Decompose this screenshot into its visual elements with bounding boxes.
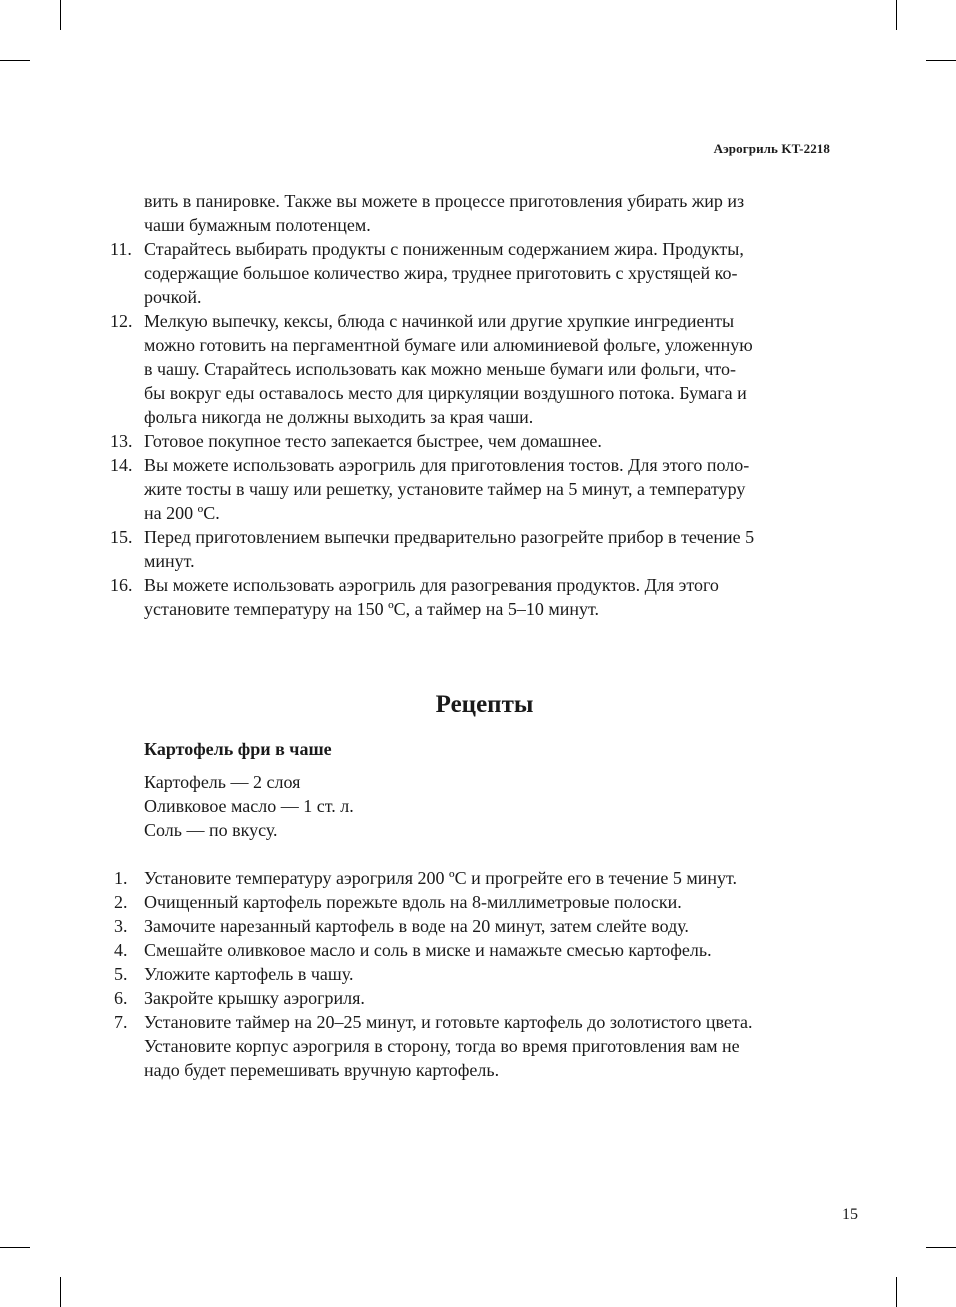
ingredient-item: Оливковое масло — 1 ст. л. bbox=[144, 796, 354, 816]
text-line: Готовое покупное тесто запекается быстрее, чем домашнее. bbox=[144, 431, 602, 451]
list-item bbox=[110, 525, 825, 573]
text-line: жите тосты в чашу или решетку, установите таймер на 5 минут, а температуру bbox=[144, 479, 746, 499]
step-number: 1. bbox=[114, 868, 128, 888]
text-line: Закройте крышку аэрогриля. bbox=[144, 988, 365, 1008]
step-item bbox=[110, 962, 825, 986]
text-line: Уложите картофель в чашу. bbox=[144, 964, 354, 984]
text-line: надо будет перемешивать вручную картофель. bbox=[144, 1060, 500, 1080]
crop-mark-top-left bbox=[60, 0, 61, 30]
list-item-number: 15. bbox=[110, 527, 133, 547]
text-line: содержащие большое количество жира, труднее приготовить с хрустящей ко- bbox=[144, 263, 738, 283]
crop-mark-left-top bbox=[0, 60, 30, 61]
list-item-number: 16. bbox=[110, 575, 133, 595]
list-item-number: 11. bbox=[110, 239, 132, 259]
step-item bbox=[110, 986, 825, 1010]
step-number: 5. bbox=[114, 964, 128, 984]
text-line: Установите таймер на 20–25 минут, и готовьте картофель до золотистого цвета. bbox=[144, 1012, 753, 1032]
list-item bbox=[110, 309, 825, 429]
text-line: на 200 ºС. bbox=[144, 503, 220, 523]
crop-mark-top-right bbox=[896, 0, 897, 30]
text-line: Смешайте оливковое масло и соль в миске и намажьте смесью картофель. bbox=[144, 940, 712, 960]
text-line: установите температуру на 150 ºС, а таймер на 5–10 минут. bbox=[144, 599, 600, 619]
continuation-paragraph bbox=[110, 189, 825, 237]
text-line: можно готовить на пергаментной бумаге или алюминиевой фольге, уложенную bbox=[144, 335, 753, 355]
section-title: Рецепты bbox=[435, 691, 534, 718]
text-line: чаши бумажным полотенцем. bbox=[144, 215, 371, 235]
text-line: Мелкую выпечку, кексы, блюда с начинкой или другие хрупкие ингредиенты bbox=[144, 311, 735, 331]
text-line: Старайтесь выбирать продукты с пониженным содержанием жира. Продукты, bbox=[144, 239, 744, 259]
page-number: 15 bbox=[842, 1206, 858, 1223]
step-item bbox=[110, 1010, 825, 1082]
running-header: Аэрогриль KT-2218 bbox=[713, 141, 830, 156]
step-number: 7. bbox=[114, 1012, 128, 1032]
crop-mark-right-bottom bbox=[926, 1247, 956, 1248]
list-item-number: 13. bbox=[110, 431, 133, 451]
step-item bbox=[110, 890, 825, 914]
step-item bbox=[110, 938, 825, 962]
text-line: бы вокруг еды оставалось место для циркуляции воздушного потока. Бумага и bbox=[144, 383, 747, 403]
text-line: Установите температуру аэрогриля 200 ºС и прогрейте его в течение 5 минут. bbox=[144, 868, 738, 888]
list-item bbox=[110, 237, 825, 309]
step-number: 6. bbox=[114, 988, 128, 1008]
ingredients-list bbox=[144, 770, 825, 842]
text-line: в чашу. Старайтесь использовать как можно меньше бумаги или фольги, что- bbox=[144, 359, 736, 379]
text-line: рочкой. bbox=[144, 287, 202, 307]
step-number: 2. bbox=[114, 892, 128, 912]
text-line: Замочите нарезанный картофель в воде на 20 минут, затем слейте воду. bbox=[144, 916, 689, 936]
text-line: Перед приготовлением выпечки предварительно разогрейте прибор в течение 5 bbox=[144, 527, 755, 547]
text-line: Вы можете использовать аэрогриль для разогревания продуктов. Для этого bbox=[144, 575, 719, 595]
crop-mark-bottom-left bbox=[60, 1277, 61, 1307]
list-item-number: 12. bbox=[110, 311, 133, 331]
list-item bbox=[110, 429, 825, 453]
ingredient-item: Соль — по вкусу. bbox=[144, 820, 278, 840]
text-line: вить в панировке. Также вы можете в процессе приготовления убирать жир из bbox=[144, 191, 745, 211]
text-line: минут. bbox=[144, 551, 195, 571]
list-item-number: 14. bbox=[110, 455, 133, 475]
list-item bbox=[110, 573, 825, 621]
ingredient-item: Картофель — 2 слоя bbox=[144, 772, 301, 792]
crop-mark-bottom-right bbox=[896, 1277, 897, 1307]
text-line: Очищенный картофель порежьте вдоль на 8-миллиметровые полоски. bbox=[144, 892, 682, 912]
step-number: 4. bbox=[114, 940, 128, 960]
text-line: фольга никогда не должны выходить за края чаши. bbox=[144, 407, 534, 427]
text-line: Вы можете использовать аэрогриль для приготовления тостов. Для этого поло- bbox=[144, 455, 750, 475]
tips-list bbox=[110, 237, 825, 621]
step-number: 3. bbox=[114, 916, 128, 936]
step-item bbox=[110, 866, 825, 890]
crop-mark-right-top bbox=[926, 60, 956, 61]
crop-mark-left-bottom bbox=[0, 1247, 30, 1248]
recipe-title: Картофель фри в чаше bbox=[144, 739, 332, 759]
step-item bbox=[110, 914, 825, 938]
recipe-steps-list bbox=[110, 866, 825, 1082]
page-content bbox=[110, 189, 825, 1082]
text-line: Установите корпус аэрогриля в сторону, тогда во время приготовления вам не bbox=[144, 1036, 740, 1056]
list-item bbox=[110, 453, 825, 525]
